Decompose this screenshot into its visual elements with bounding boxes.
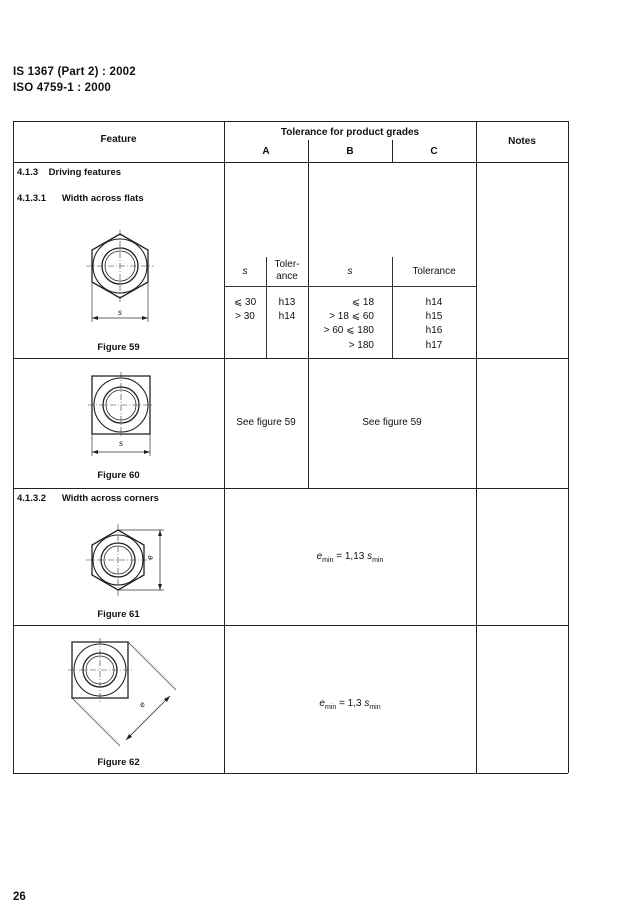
- section-4-1-3-1: 4.1.3.1 Width across flats: [17, 193, 144, 204]
- grade-a-s-header: s: [242, 266, 248, 277]
- formula-61-mid: = 1,13: [333, 551, 368, 562]
- grade-bc-s-row-4: > 180: [348, 340, 374, 351]
- figure-62-e-label: e: [137, 699, 147, 710]
- grade-bc-tol-row-4: h17: [425, 340, 443, 351]
- notes-column-header: Notes: [508, 136, 536, 147]
- formula-61-e: e: [316, 551, 323, 562]
- grade-a-s-row-2: > 30: [235, 311, 255, 322]
- grade-a-tolerance-header-2: ance: [276, 271, 298, 282]
- figure-59-s-label: s: [118, 308, 122, 317]
- tolerance-column-header: Tolerance for product grades: [280, 127, 420, 138]
- grade-bc-see-figure: See figure 59: [362, 417, 422, 428]
- standard-number: IS 1367 (Part 2) : 2002: [13, 66, 136, 78]
- grade-c-header: C: [430, 146, 438, 157]
- grade-bc-tol-row-3: h16: [425, 325, 443, 336]
- iso-number: ISO 4759-1 : 2000: [13, 82, 112, 94]
- feature-column-header: Feature: [100, 134, 137, 145]
- formula-62-sub-1: min: [324, 704, 337, 711]
- formula-61-s: s: [367, 551, 373, 562]
- section-4-1-3-2: 4.1.3.2 Width across corners: [17, 493, 159, 504]
- section-4-1-3: 4.1.3 Driving features: [17, 167, 122, 178]
- grade-bc-s-row-3: > 60 ⩽ 180: [323, 325, 374, 336]
- grade-bc-tolerance-header: Tolerance: [412, 266, 456, 277]
- formula-62-sub-2: min: [369, 704, 381, 711]
- grade-a-see-figure: See figure 59: [236, 417, 296, 428]
- figure-60-caption: Figure 60: [97, 470, 140, 481]
- formula-62-e: e: [319, 698, 325, 709]
- grade-bc-tol-row-1: h14: [425, 297, 443, 308]
- grade-bc-tol-row-2: h15: [425, 311, 443, 322]
- grade-bc-s-row-2: > 18 ⩽ 60: [329, 311, 374, 322]
- figure-61-caption: Figure 61: [97, 609, 140, 620]
- figure-59-caption: Figure 59: [97, 342, 140, 353]
- grade-bc-s-row-1: ⩽ 18: [351, 297, 374, 308]
- formula-61-sub-2: min: [372, 557, 384, 564]
- grade-a-tol-row-2: h14: [278, 311, 296, 322]
- figure-62-square-drawing: [66, 638, 186, 750]
- page-number: 26: [13, 891, 26, 903]
- figure-61-e-label: e: [145, 555, 155, 560]
- formula-figure-61: [224, 551, 476, 564]
- formula-figure-62: [224, 698, 476, 711]
- formula-61-sub-1: min: [322, 557, 334, 564]
- figure-60-s-label: s: [119, 439, 123, 448]
- formula-62-s: s: [364, 698, 370, 709]
- figure-62-caption: Figure 62: [97, 757, 140, 768]
- figure-61-hexagon-drawing: [80, 520, 166, 604]
- grade-b-header: B: [346, 146, 354, 157]
- grade-a-tolerance-header-1: Toler-: [274, 259, 300, 270]
- grade-a-tol-row-1: h13: [278, 297, 296, 308]
- grade-a-s-row-1: ⩽ 30: [233, 297, 257, 308]
- grade-bc-s-header: s: [347, 266, 353, 277]
- formula-62-mid: = 1,3: [336, 698, 365, 709]
- grade-a-header: A: [262, 146, 270, 157]
